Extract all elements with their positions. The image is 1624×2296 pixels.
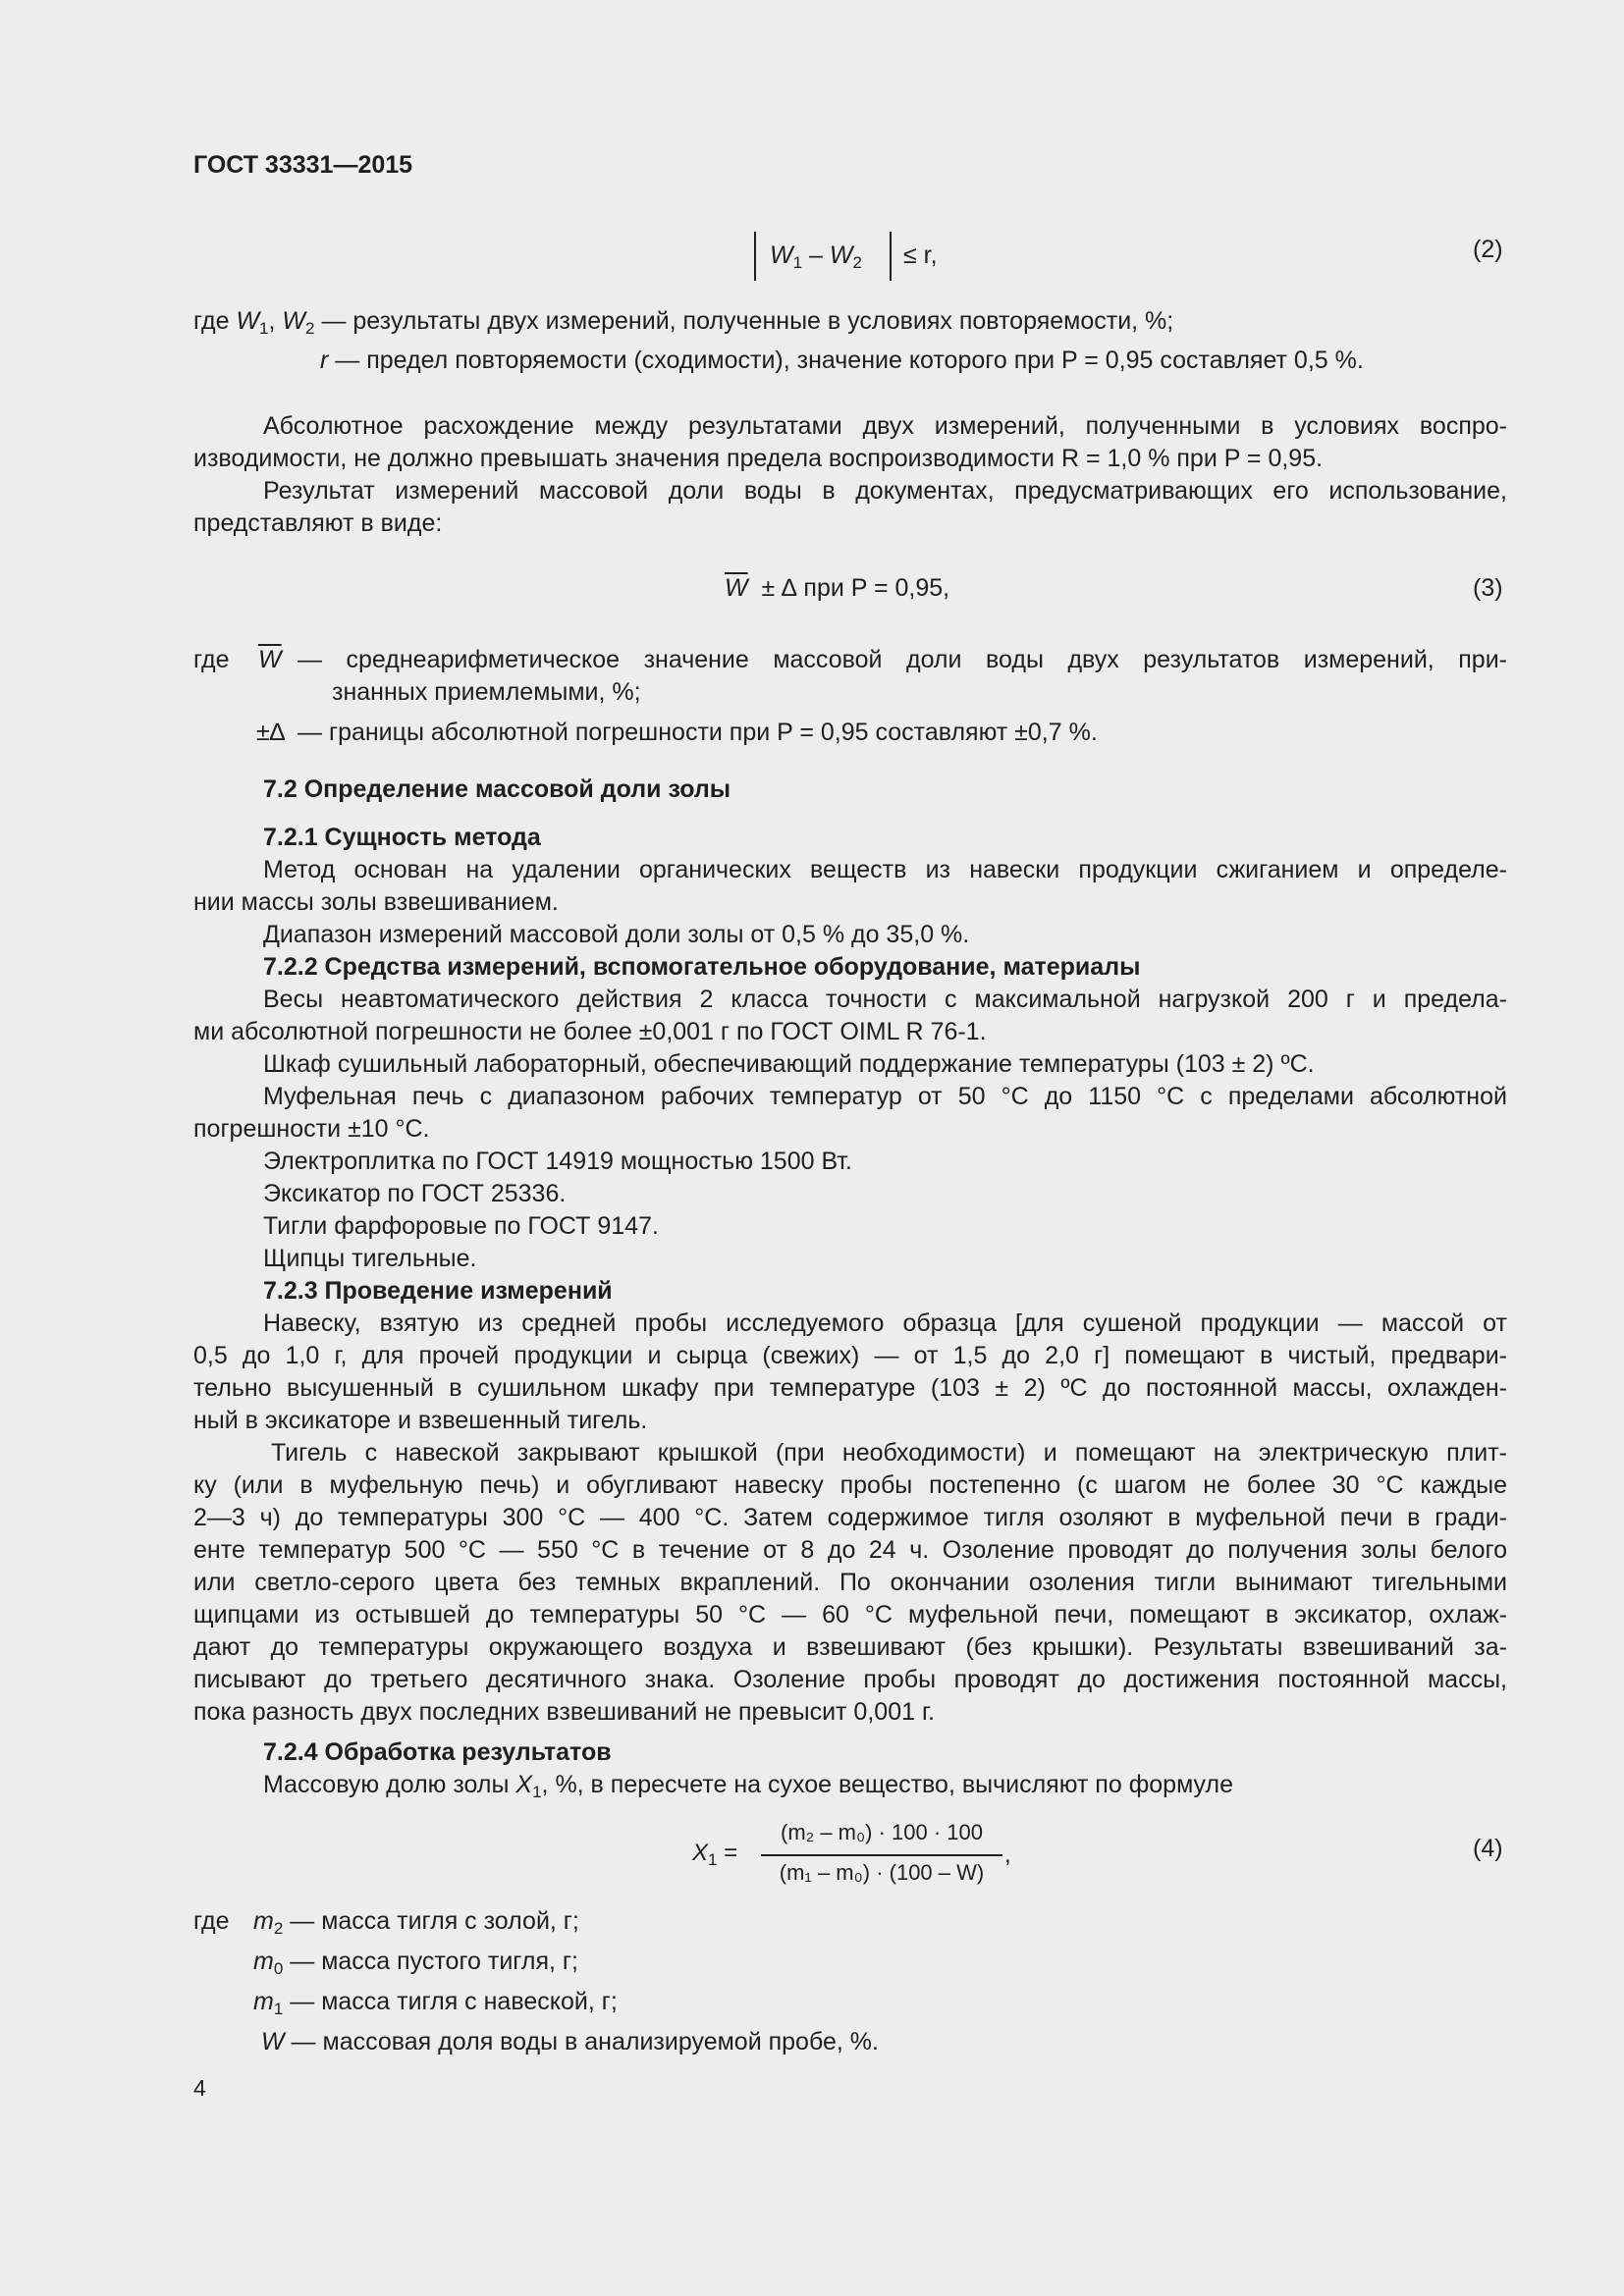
paragraph-line: Диапазон измерений массовой доли золы от 0,5 % до 35,0 %.: [263, 921, 970, 948]
paragraph-line: Навеску, взятую из средней пробы исследуемого образца [для сушеной продукции — массой от: [263, 1309, 1507, 1337]
paragraph-line: Результат измерений массовой доли воды в документах, предусматривающих его использование,: [263, 477, 1507, 505]
paragraph-line: Шкаф сушильный лабораторный, обеспечивающий поддержание температуры (103 ± 2) ºС.: [263, 1050, 1315, 1078]
paragraph-line: Весы неавтоматического действия 2 класса точности с максимальной нагрузкой 200 г и предела-: [263, 986, 1507, 1013]
definition-symbol-delta: ±∆: [256, 719, 286, 746]
paragraph-line: или светло-серого цвета без темных вкраплений. По окончании озоления тигли вынимают тигельными: [193, 1569, 1507, 1596]
definition-w: W — массовая доля воды в анализируемой пробе, %.: [261, 2028, 879, 2056]
subsection-title: 7.2.4 Обработка результатов: [263, 1738, 612, 1766]
paragraph-line: ми абсолютной погрешности не более ±0,001 г по ГОСТ OIML R 76-1.: [193, 1018, 987, 1045]
fraction-denominator: (m₁ – m₀) · (100 – W): [779, 1860, 985, 1885]
definition-w-bar: — среднеарифметическое значение массовой доли воды двух результатов измерений, при-: [298, 646, 1507, 673]
definition-w-bar-cont: знанных приемлемыми, %;: [332, 678, 641, 706]
page-number: 4: [193, 2075, 206, 2101]
definition-r: r — предел повторяемости (сходимости), значение которого при P = 0,95 составляет 0,5 %.: [320, 347, 1364, 374]
paragraph-line: ку (или в муфельную печь) и обугливают навеску пробы постепенно (с шагом не более 30 °С каждые: [193, 1471, 1507, 1499]
paragraph-line: изводимости, не должно превышать значения предела воспроизводимости R = 1,0 % при P = 0,95.: [193, 445, 1324, 472]
paragraph-line: Абсолютное расхождение между результатами двух измерений, полученными в условиях воспро-: [263, 412, 1507, 440]
fraction-bar: [761, 1854, 1002, 1856]
definition-m1: $m_1$ — масса тигля с навеской, г;: [253, 1988, 618, 2018]
subsection-title: 7.2.3 Проведение измерений: [263, 1277, 613, 1305]
paragraph-line: Массовую долю золы $X_1$, %, в пересчете на сухое вещество, вычисляют по формуле: [263, 1771, 1233, 1801]
paragraph-line: дают до температуры окружающего воздуха и взвешивают (без крышки). Результаты взвешиваний за-: [193, 1633, 1507, 1661]
paragraph-line: нии массы золы взвешиванием.: [193, 888, 559, 916]
definition-symbol-w-bar: $\overline{W}$: [258, 646, 282, 673]
paragraph-line: тельно высушенный в сушильном шкафу при температуре (103 ± 2) ºС до постоянной массы, охлажден-: [193, 1374, 1507, 1402]
definition-lead: где: [193, 646, 230, 673]
subsection-title: 7.2.1 Сущность метода: [263, 824, 541, 851]
definition-delta: — границы абсолютной погрешности при P = 0,95 составляют ±0,7 %.: [298, 719, 1098, 746]
definition-w1-w2: где $W_1$, $W_2$ — результаты двух измерений, полученные в условиях повторяемости, %;: [193, 307, 1174, 338]
paragraph-line: щипцами из остывшей до температуры 50 °С — 60 °С муфельной печи, помещают в эксикатор, охлаж-: [193, 1601, 1507, 1629]
paragraph-line: Электроплитка по ГОСТ 14919 мощностью 1500 Вт.: [263, 1148, 852, 1175]
paragraph-line: погрешности ±10 °С.: [193, 1115, 430, 1143]
paragraph-line: Тигель с навеской закрывают крышкой (при необходимости) и помещают на электрическую плит-: [271, 1439, 1507, 1467]
subsection-title: 7.2.2 Средства измерений, вспомогательное оборудование, материалы: [263, 953, 1141, 981]
equation-3: $\overline{W}$ ± ∆ при P = 0,95,: [725, 574, 950, 602]
equation-3-number: (3): [1473, 574, 1503, 602]
equation-4: $X_1$ = (m₂ – m₀) · 100 · 100 (m₁ – m₀) · (100 – W) ,: [692, 1820, 1011, 1885]
paragraph-line: Тигли фарфоровые по ГОСТ 9147.: [263, 1212, 659, 1240]
document-header: ГОСТ 33331—2015: [193, 151, 413, 179]
paragraph-line: Метод основан на удалении органических веществ из навески продукции сжиганием и определе-: [263, 856, 1507, 883]
definition-m2: $m_2$ — масса тигля с золой, г;: [253, 1907, 579, 1938]
paragraph-line: 2—3 ч) до температуры 300 °С — 400 °С. Затем содержимое тигля озоляют в муфельной печи в гради-: [193, 1504, 1507, 1531]
paragraph-line: Щипцы тигельные.: [263, 1245, 477, 1272]
paragraph-line: представляют в виде:: [193, 509, 443, 537]
definition-lead: где: [193, 1907, 230, 1935]
paragraph-line: Муфельная печь с диапазоном рабочих температур от 50 °С до 1150 °С с пределами абсолютной: [263, 1083, 1507, 1110]
definition-m0: $m_0$ — масса пустого тигля, г;: [253, 1948, 578, 1978]
equation-2: $W_1 - W_2$ ≤ r,: [754, 232, 960, 281]
equation-4-number: (4): [1473, 1835, 1503, 1862]
section-title: 7.2 Определение массовой доли золы: [263, 775, 731, 803]
paragraph-line: Эксикатор по ГОСТ 25336.: [263, 1180, 567, 1207]
paragraph-line: писывают до третьего десятичного знака. Озоление пробы проводят до достижения постоянной массы,: [193, 1666, 1507, 1693]
paragraph-line: ный в эксикаторе и взвешенный тигель.: [193, 1407, 648, 1434]
paragraph-line: пока разность двух последних взвешиваний не превысит 0,001 г.: [193, 1698, 935, 1726]
paragraph-line: енте температур 500 °С — 550 °С в течение от 8 до 24 ч. Озоление проводят до получения золы белого: [193, 1536, 1507, 1564]
equation-2-number: (2): [1473, 236, 1503, 263]
fraction-numerator: (m₂ – m₀) · 100 · 100: [781, 1820, 983, 1844]
paragraph-line: 0,5 до 1,0 г, для прочей продукции и сырца (свежих) — от 1,5 до 2,0 г] помещают в чистый, предвари-: [193, 1342, 1507, 1369]
